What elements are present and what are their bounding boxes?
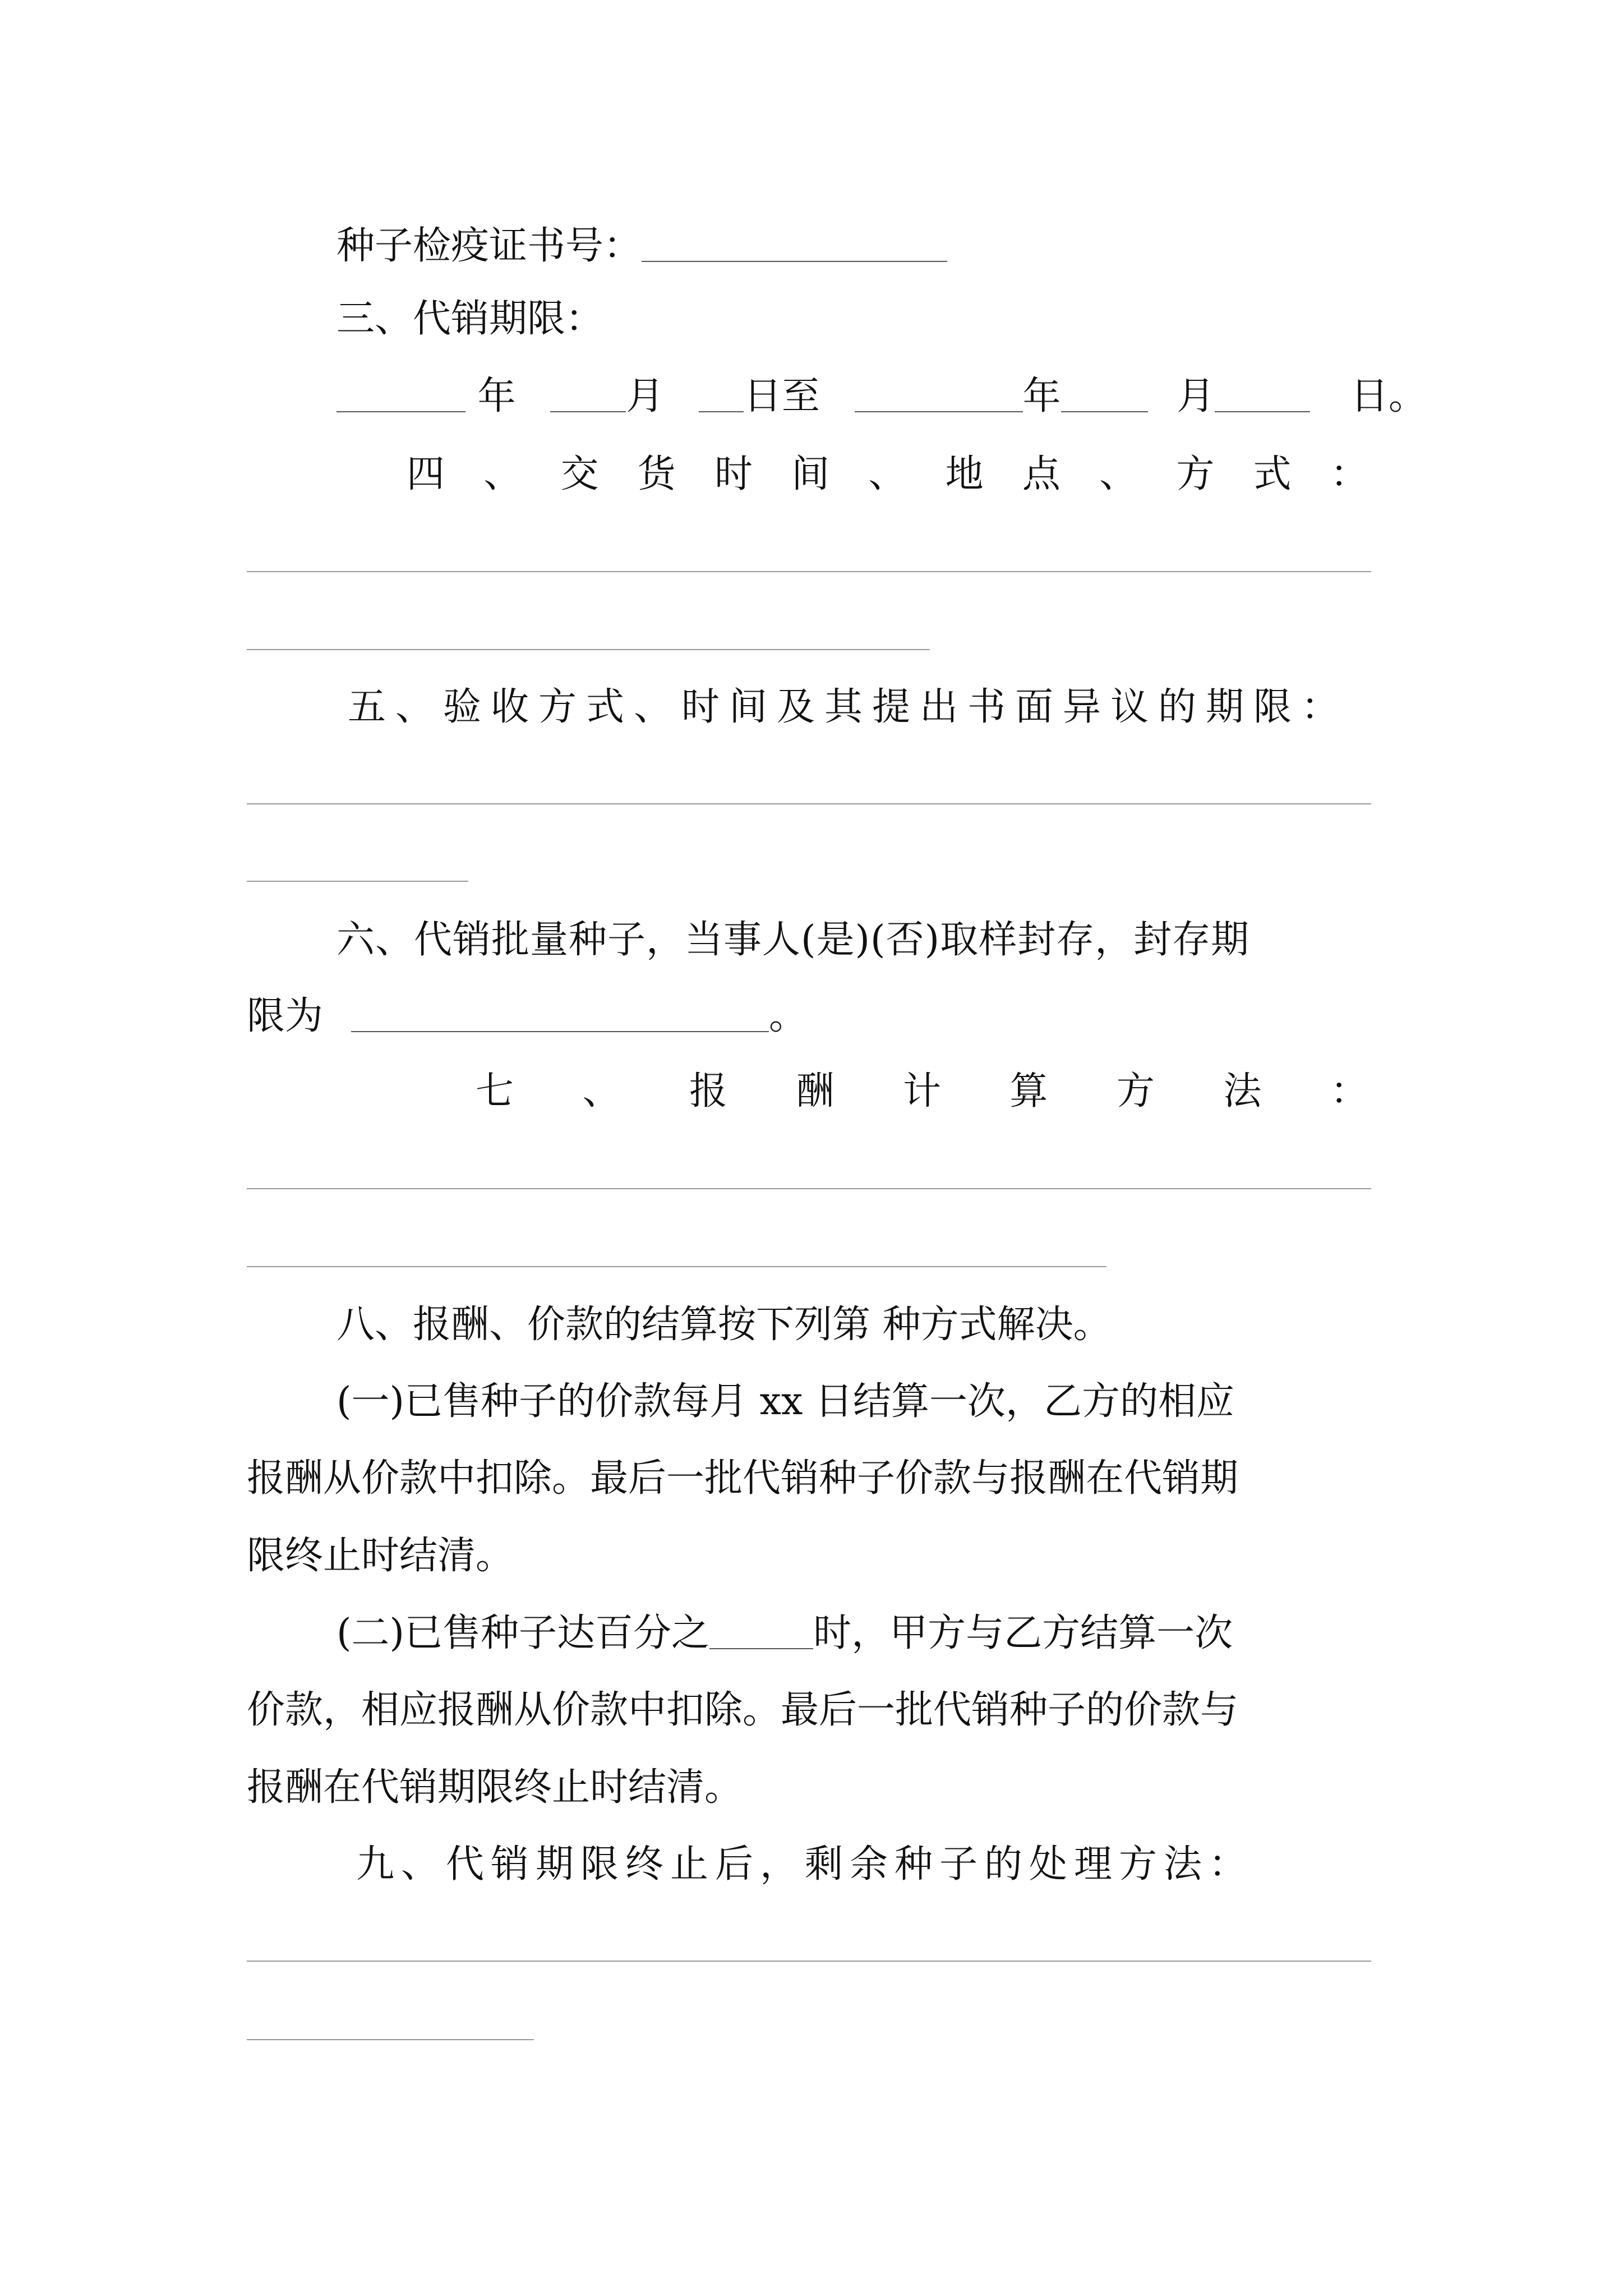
option-1-line-1: (一)已售种子的价款每月 xx 日结算一次，乙方的相应 [336,1379,1234,1424]
end-month-blank [1061,378,1148,412]
option-2-line-1 [336,1611,1233,1655]
start-month-label: 月 [626,374,665,418]
heading-char: 点 [1022,452,1061,496]
section-6-line-2 [247,994,808,1038]
fill-in-rule [247,881,468,882]
end-month-label: 月 [1177,374,1215,418]
end-day-blank [1215,378,1310,412]
start-month-blank [550,378,626,412]
start-year-label: 年 [477,374,516,418]
cert-number-blank [642,227,947,262]
start-year-blank [336,378,465,412]
period-end-mark: 。 [769,994,808,1038]
heading-char: 方 [1116,1069,1155,1114]
fill-in-rule [247,1961,1371,1962]
end-year-label: 年 [1022,374,1061,418]
heading-char: 货 [637,452,676,496]
heading-char: 、 [582,1069,621,1114]
heading-char: 计 [902,1069,941,1114]
heading-char: ： [1330,1069,1368,1114]
section-9-heading: 九、代销期限终止后，剩余种子的处理方法： [356,1842,1254,1887]
heading-char: 、 [1099,452,1138,496]
heading-char: 酬 [796,1069,834,1114]
start-day-blank [699,378,744,412]
heading-char: 报 [689,1069,727,1114]
section-8-heading: 八、报酬、价款的结算按下列第 种方式解决。 [336,1303,1112,1347]
option-2-line-3: 报酬在代销期限终止时结清。 [247,1765,743,1810]
heading-char: 间 [791,452,830,496]
heading-char: 七 [476,1069,514,1114]
option-2-text-pre: (二)已售种子达百分之 [336,1611,710,1655]
section-7-heading [476,1069,1368,1114]
heading-char: 时 [714,452,753,496]
heading-char: 、 [868,452,907,496]
consignment-period-dates [336,374,1593,418]
heading-char: 、 [483,452,522,496]
fill-in-rule [247,571,1371,572]
fill-in-rule [247,1266,1106,1267]
section-6-line-1: 六、代销批量种子，当事人(是)(否)取样封存，封存期 [336,918,1250,962]
start-day-label: 日至 [743,374,820,418]
heading-char: 法 [1223,1069,1262,1114]
heading-char: 方 [1176,452,1215,496]
heading-char: 式 [1253,452,1292,496]
heading-char: 交 [560,452,599,496]
section-4-heading [407,452,1368,496]
fill-in-rule [247,2039,534,2040]
sealing-period-label: 限为 [247,994,324,1038]
heading-char: ： [1330,452,1368,496]
option-2-line-2: 价款，相应报酬从价款中扣除。最后一批代销种子的价款与 [247,1688,1239,1732]
option-1-line-2: 报酬从价款中扣除。最后一批代销种子价款与报酬在代销期 [247,1456,1239,1501]
percentage-blank [709,1614,813,1649]
sealing-period-blank [351,997,769,1032]
section-3-heading: 三、代销期限： [336,297,604,341]
option-2-text-post: 时，甲方与乙方结算一次 [813,1611,1233,1655]
section-5-heading: 五、验收方式、时间及其提出书面异议的期限： [348,685,1349,729]
end-year-blank [855,378,1023,412]
end-day-label: 日。 [1350,374,1427,418]
seed-quarantine-cert-line [336,224,947,268]
heading-char: 地 [945,452,984,496]
heading-char: 四 [407,452,445,496]
fill-in-rule [247,649,930,650]
heading-char: 算 [1009,1069,1048,1114]
fill-in-rule [247,1188,1371,1189]
fill-in-rule [247,803,1371,804]
option-1-line-3: 限终止时结清。 [247,1534,514,1578]
seed-quarantine-cert-label: 种子检疫证书号： [336,224,642,268]
